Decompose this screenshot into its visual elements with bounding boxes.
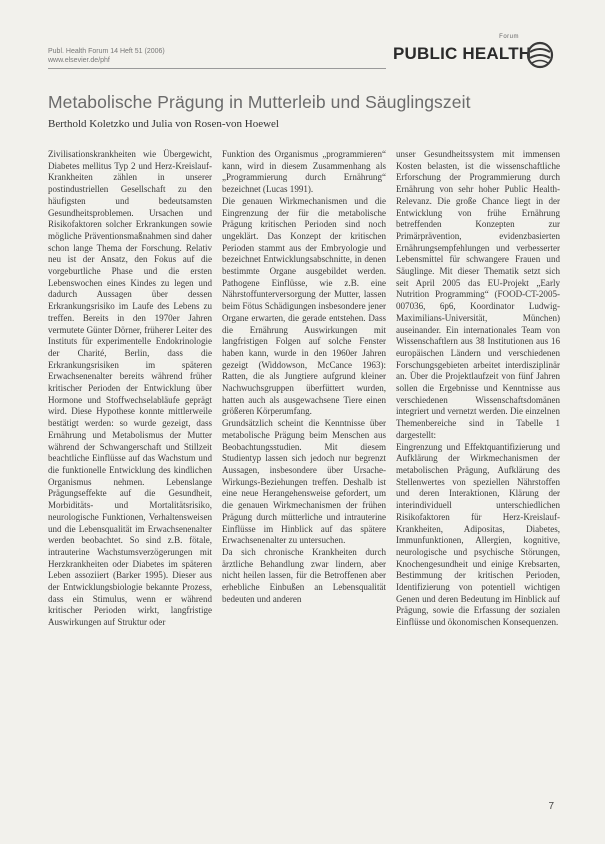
logo-text: PUBLIC HEALTH xyxy=(393,44,532,63)
public-health-logo xyxy=(383,34,563,84)
logo-small-label: Forum xyxy=(499,34,519,40)
paragraph: Die genauen Wirkmechanismen und die Eingrenzung der für die metabolische Prägung kritischen Perioden sind noch ungeklärt. Das Konzept der kritischen Perioden stammt aus der Embryologie und bezeichnet Entwicklungsabschnitte, in denen bestimmte Organe ausgebildet werden. Pathogene Einflüsse, wie z.B. eine Nährstoffunterversorgung der Mutter, lassen beim Fötus Schädigungen insbesondere jener Organe erwarten, die gerade entstehen. Dass die Ernährung Auswirkungen mit langfristigen Folgen auf solche Fenster haben kann, wurde in den 1960er Jahren gezeigt (Widdowson, McCance 1963): Ratten, die als Jungtiere aufgrund kleiner Nachwuchsgruppen überfüttert wurden, hatten auch als ausgewachsene Tiere einen größeren Körperumfang. xyxy=(222,195,386,417)
journal-line-2: www.elsevier.de/phf xyxy=(48,57,110,64)
paragraph: unser Gesundheitssystem mit immensen Kosten belasten, ist die wissenschaftliche Erforschung der Programmierung durch Ernährung von sehr hoher Public Health-Relevanz. Die große Chance liegt in der Entwicklung von frühe Ernährung betreffenden Konzepten zur Primärprävention, evidenzbasierten Ernährungsempfehlungen und verbesserter Lebensmittel für schwangere Frauen und Säuglinge. Mit dieser Thematik setzt sich seit April 2005 das EU-Projekt „Early Nutrition Programming“ (FOOD-CT-2005-007036, 6p6, Koordinator Ludwig-Maximilians-Universität, München) auseinander. Ein internationales Team von Wissenschaftlern aus 38 Institutionen aus 16 europäischen Ländern und verschiedenen Forschungsgebieten arbeitet interdisziplinär an. Über die Projektlaufzeit von fünf Jahren sollen die Ergebnisse und Kenntnisse aus verschiedenen Wissenschaftsdomänen integriert und vernetzt werden. Die einzelnen Themenbereiche sind in Tabelle 1 dargestellt: xyxy=(396,149,560,440)
paragraph: Zivilisationskrankheiten wie Übergewicht, Diabetes mellitus Typ 2 und Herz-Kreislauf-Krankheiten zählen in unserer postindustriellen Gesellschaft zu den häufigsten und bedeutsamsten Gesundheitsproblemen. Ursachen und Risikofaktoren solcher Erkrankungen sowie mögliche Präventionsmaßnahmen sind daher schon lange Thema der Forschung. Relativ neu ist der Ansatz, den Fokus auf die vorgeburtliche Phase und die ersten Lebenswochen eines Kindes zu legen und dadurch Aussagen über dessen Erkrankungsrisiko im Laufe des Lebens zu treffen. Bereits in den 1970er Jahren vermutete Günter Dörner, früherer Leiter des Instituts für experimentelle Endokrinologie der Charité, Berlin, dass die Erkrankungsrisiken im späteren Erwachsenenalter bereits während früher kritischer Perioden der Entwicklung über Hormone und Stoffwechselabläufe geprägt wird. Diese Hypothese konnte mittlerweile bestätigt werden: so wurde gezeigt, dass Ernährung und Metabolismus der Mutter während der Schwangerschaft und Stillzeit beachtliche Einflüsse auf das Wachstum und die funktionelle Entwicklung des kindlichen Organismus nehmen. Lebenslange Prägungseffekte auf die Gesundheit, Morbiditäts- und Mortalitätsrisiko, neurologische Funktionen, Verhaltensweisen und die Lebensqualität im Erwachsenenalter werden beobachtet. So sind z.B. fötale, intrauterine Wachstumsverzögerungen mit Herzkrankheiten oder Diabetes im späteren Leben assoziiert (Barker 1995). Dieser aus der Entwicklungsbiologie bekannte Prozess, dass ein Stimulus, wenn er während kritischer Perioden wirkt, langfristige Auswirkungen auf Struktur oder xyxy=(48,149,212,628)
paragraph: Grundsätzlich scheint die Kenntnisse über metabolische Prägung beim Menschen aus Beobachtungsstudien. Mit diesem Studientyp lassen sich jedoch nur begrenzt Aussagen, insbesondere über Ursache-Wirkungs-Beziehungen treffen. Deshalb ist eine neue Herangehensweise gefordert, um die genauen Wirkmechanismen der frühen Prägung durch mütterliche und intrauterine Einflüsse im Hinblick auf das spätere Erwachsenenalter zu untersuchen. xyxy=(222,418,386,546)
article-authors: Berthold Koletzko und Julia von Rosen-von Hoewel xyxy=(48,118,279,130)
article-title: Metabolische Prägung in Mutterleib und Säuglingszeit xyxy=(48,92,471,112)
paragraph: Eingrenzung und Effektquantifizierung und Aufklärung der Wirkmechanismen der metabolischen Prägung, Aufklärung des Stellenwertes von speziellen Nährstoffen und deren Interaktionen, Klärung der interindividuell unterschiedlichen Risikofaktoren für Herz-Kreislauf-Krankheiten, Adipositas, Diabetes, Immunfunktionen, Allergien, kognitive, neurologische und psychische Störungen, Knochengesundheit und einige Krebsarten, Bestimmung der kritischen Perioden, Identifizierung von potentiell wichtigen Genen und deren Bedeutung im Hinblick auf Prägung, sowie die Erfassung der sozialen Einflüsse und ökonomischen Konsequenzen. xyxy=(396,441,560,628)
globe-icon xyxy=(525,40,555,70)
article-body xyxy=(48,149,560,809)
paragraph: Funktion des Organismus „programmieren“ kann, wird in diesem Zusammenhang als „Programmierung durch Ernährung“ bezeichnet (Lucas 1991). xyxy=(222,149,386,195)
journal-line-1: Publ. Health Forum 14 Heft 51 (2006) xyxy=(48,48,165,55)
paragraph: Da sich chronische Krankheiten durch ärztliche Behandlung zwar lindern, aber nicht heilen lassen, für die Betroffenen aber erhebliche Einbußen an Lebensqualität bedeuten und anderen xyxy=(222,546,386,604)
header-divider xyxy=(48,68,386,69)
text-column-3 xyxy=(396,149,560,809)
page-number: 7 xyxy=(548,801,554,812)
text-column-1 xyxy=(48,149,212,809)
journal-citation xyxy=(48,47,165,65)
text-column-2 xyxy=(222,149,386,809)
